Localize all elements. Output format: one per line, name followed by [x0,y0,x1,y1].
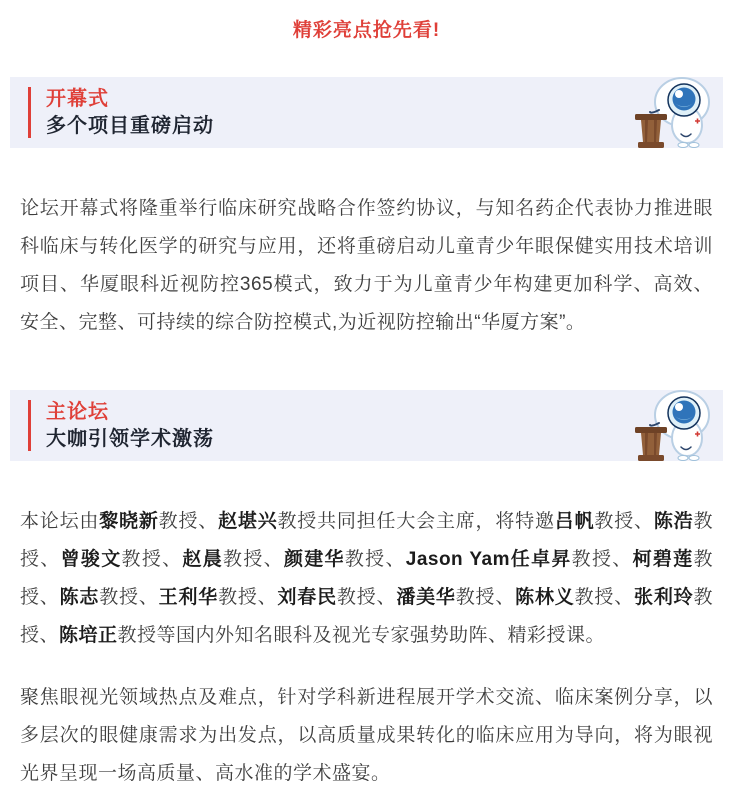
eye-mascot-podium-icon [633,76,715,148]
speaker-name: 潘美华 [396,587,456,608]
paragraph-text: 教授、 [455,587,516,608]
speaker-name: 吕帆 [554,511,595,532]
speaker-name: 张利玲 [634,587,694,608]
speaker-name: 黎晓新 [99,511,159,532]
speaker-name: 陈志 [59,587,100,608]
paragraph-text: 教授、 [20,549,713,608]
paragraph-text: 聚焦眼视光领域热点及难点，针对学科新进程展开学术交流、临床案例分享，以多层次的眼健康需求为出发点，以高质量成果转化的临床应用为导向，将为眼视光界呈现一场高质量、高水准的学术盛宴。 [20,687,713,784]
section-header-main-forum [10,390,723,461]
paragraph-text: 教授、 [99,587,159,608]
speaker-name: 柯碧莲 [632,549,694,570]
paragraph-text: 教授、 [158,511,219,532]
eye-mascot-podium-icon [633,389,715,461]
speaker-name: 陈浩 [653,511,694,532]
speaker-name: 陈林义 [515,587,575,608]
main-forum-summary-paragraph [20,679,713,793]
section-heading [28,87,214,138]
speaker-name: Jason Yam任卓昇 [405,549,572,570]
speaker-name: 赵堪兴 [218,511,278,532]
paragraph-text: 教授、 [571,549,633,570]
paragraph-text: 教授、 [574,587,635,608]
paragraph-text: 教授、 [121,549,183,570]
main-forum-speakers-paragraph [20,503,713,655]
speaker-name: 曾骏文 [60,549,122,570]
paragraph-text: 教授等国内外知名眼科及视光专家强势助阵、精彩授课。 [117,625,606,646]
paragraph-text: 教授共同担任大会主席，将特邀 [277,511,555,532]
section-heading [28,400,214,451]
paragraph-text: 教授、 [344,549,406,570]
paragraph-text: 教授、 [223,549,284,570]
section-subtitle: 多个项目重磅启动 [46,115,214,137]
section-title: 开幕式 [46,88,109,110]
page-title: 精彩亮点抢先看! [292,20,441,41]
speaker-name: 颜建华 [283,549,345,570]
paragraph-text: 教授、 [218,587,278,608]
section-header-opening-ceremony [10,77,723,148]
paragraph-text: 教授、 [20,511,713,570]
paragraph-text: 教授、 [20,587,713,646]
section-title: 主论坛 [46,401,109,423]
speaker-name: 刘春民 [277,587,337,608]
opening-ceremony-paragraph [20,190,713,342]
speaker-name: 陈培正 [59,625,118,646]
paragraph-text: 本论坛由 [20,511,100,532]
speaker-name: 王利华 [158,587,219,608]
speaker-name: 赵晨 [182,549,224,570]
section-subtitle: 大咖引领学术激荡 [46,428,214,450]
paragraph-text: 教授、 [336,587,397,608]
paragraph-text: 教授、 [594,511,654,532]
paragraph-text: 论坛开幕式将隆重举行临床研究战略合作签约协议，与知名药企代表协力推进眼科临床与转化医学的研究与应用，还将重磅启动儿童青少年眼保健实用技术培训项目、华厦眼科近视防控365模式，致力于为儿童青少年构建更加科学、高效、安全、完整、可持续的综合防控模式,为近视防控输出“华厦方案”。 [20,198,713,333]
